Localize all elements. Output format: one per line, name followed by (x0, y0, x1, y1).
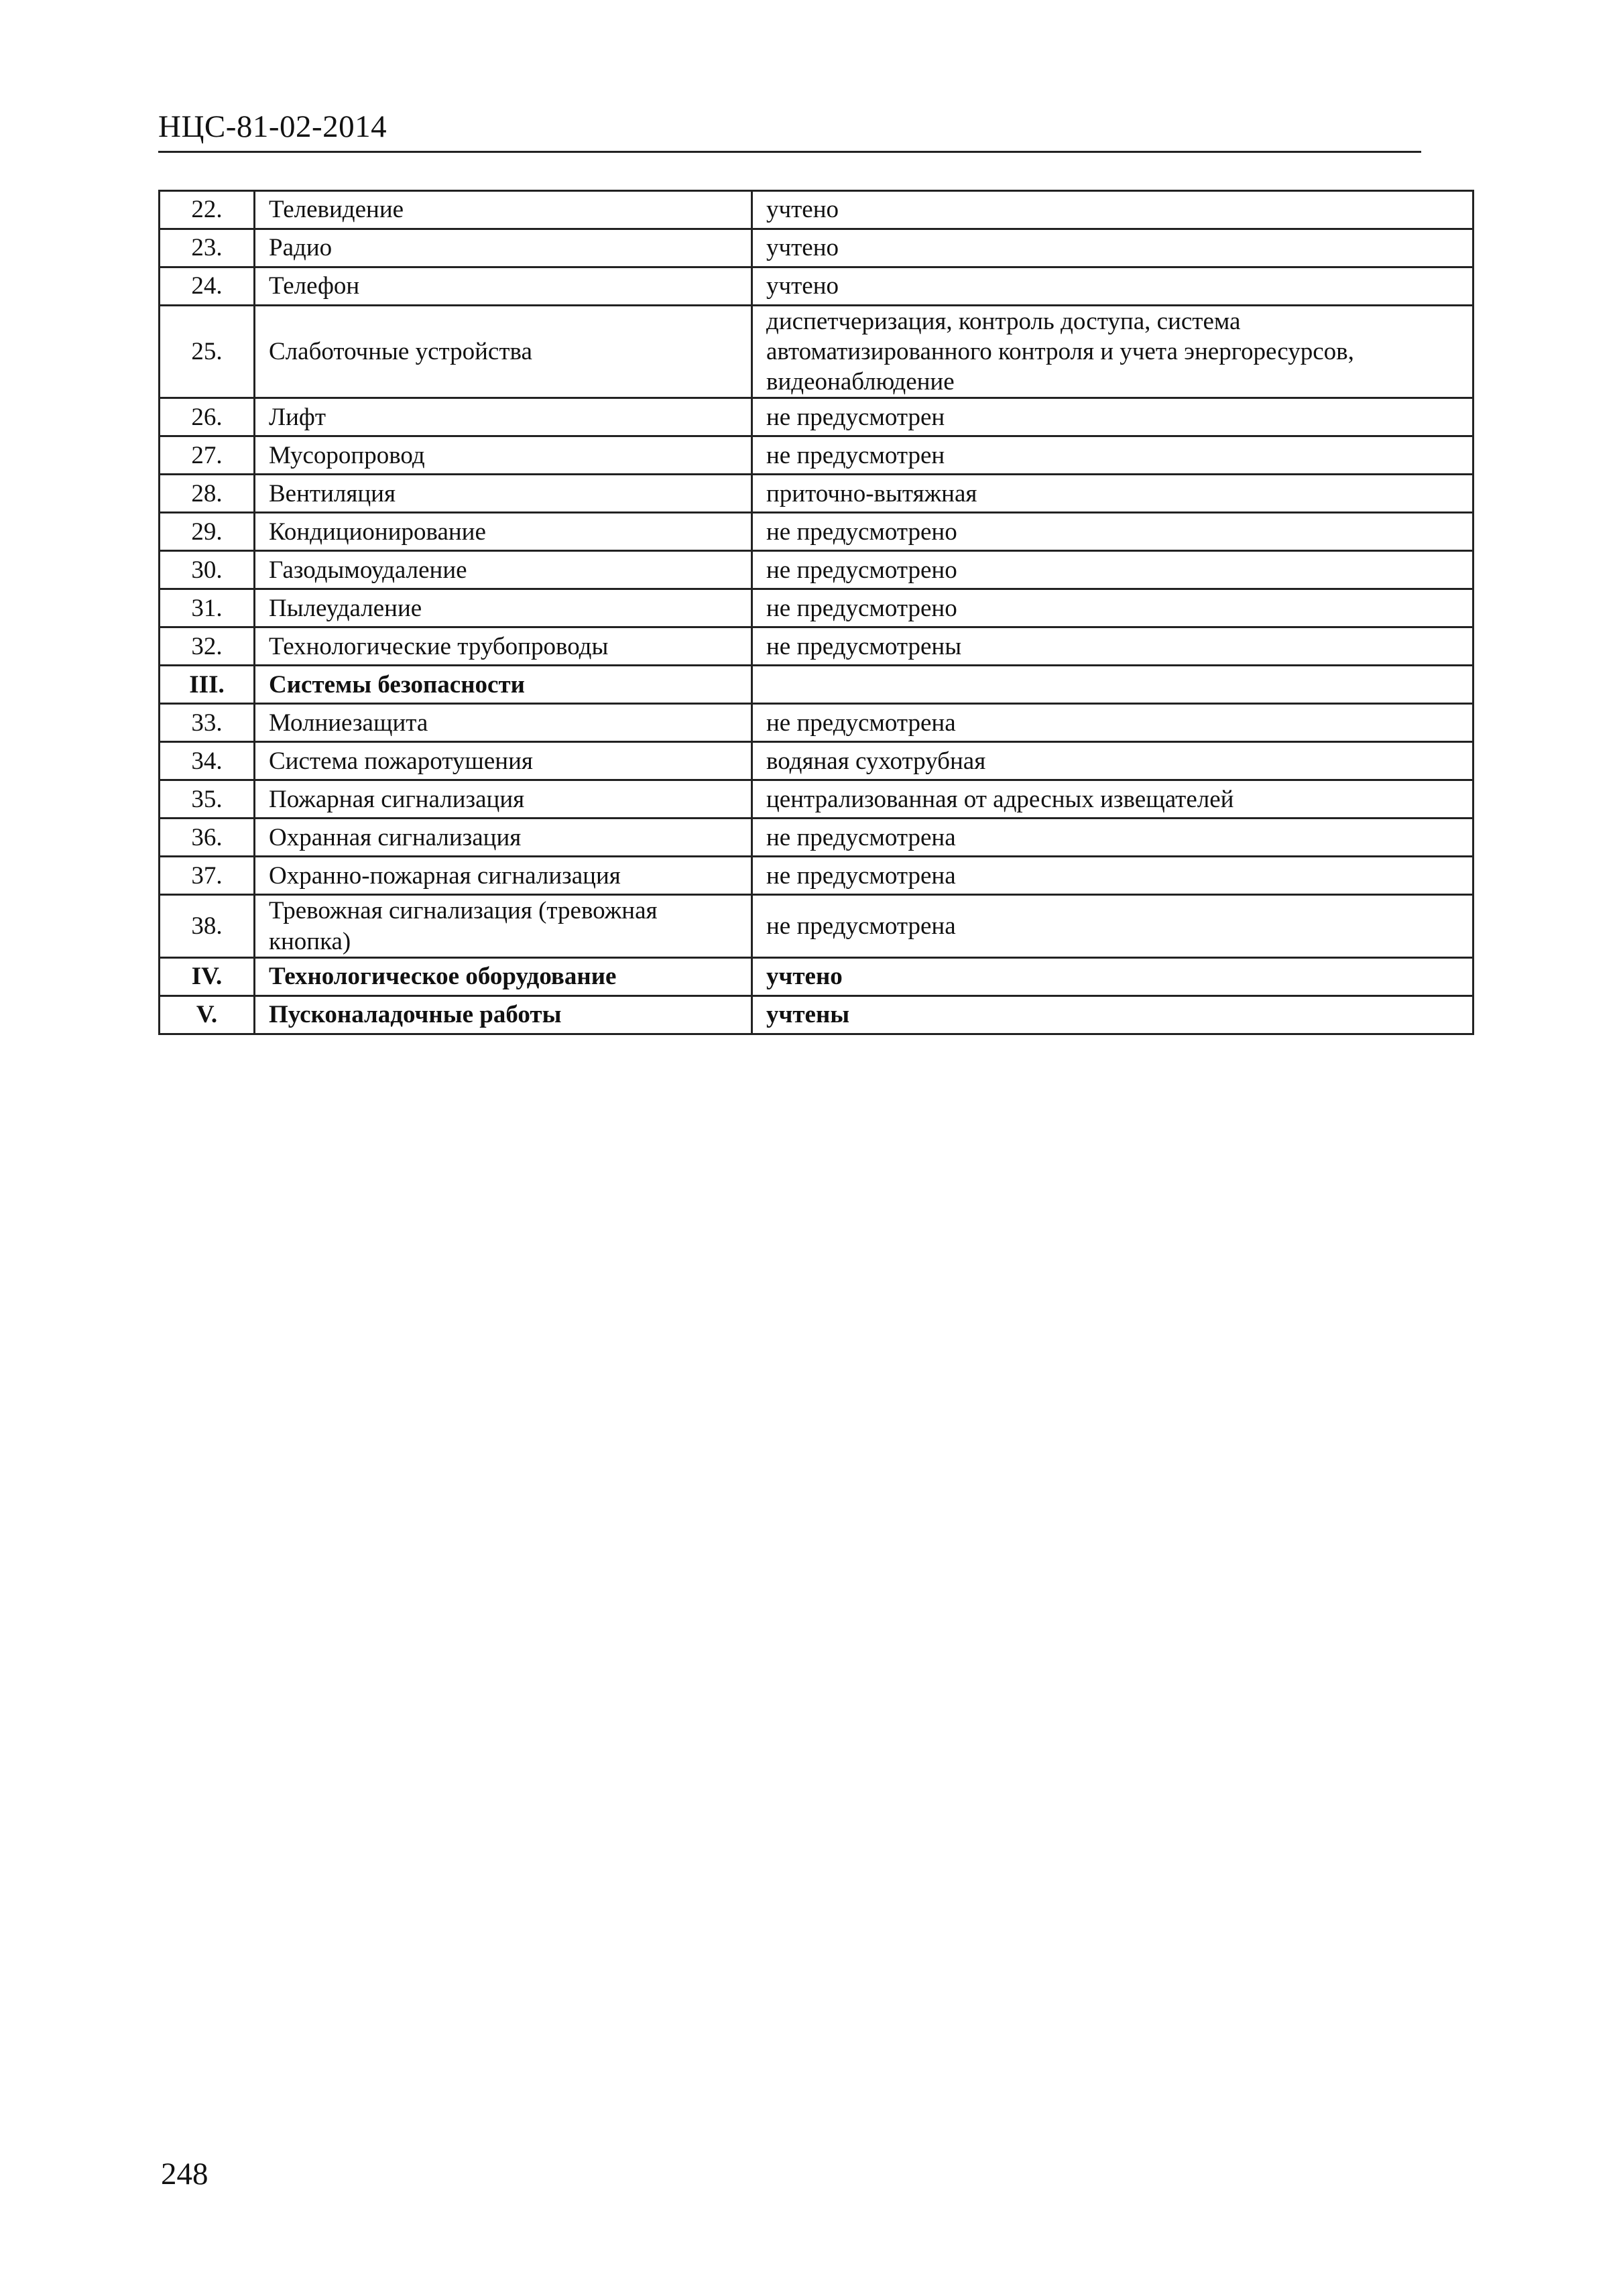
table-row (160, 819, 1474, 857)
table-row (160, 398, 1474, 436)
row-value: не предусмотрен (752, 398, 1474, 436)
row-name: Технологическое оборудование (255, 957, 752, 995)
row-name: Мусоропровод (255, 436, 752, 475)
row-name: Охранно-пожарная сигнализация (255, 857, 752, 895)
row-value: не предусмотрен (752, 436, 1474, 475)
page-number: 248 (161, 2157, 208, 2191)
row-name: Системы безопасности (255, 666, 752, 704)
row-name: Телевидение (255, 191, 752, 229)
row-value: не предусмотрена (752, 704, 1474, 742)
row-value: водяная сухотрубная (752, 742, 1474, 780)
row-name: Вентиляция (255, 475, 752, 513)
section-row (160, 957, 1474, 995)
row-name: Пожарная сигнализация (255, 780, 752, 819)
table-row (160, 229, 1474, 267)
row-value: учтены (752, 995, 1474, 1034)
row-number: IV. (160, 957, 255, 995)
row-number: 22. (160, 191, 255, 229)
row-number: 32. (160, 627, 255, 666)
row-name: Газодымоудаление (255, 551, 752, 589)
row-name: Охранная сигнализация (255, 819, 752, 857)
row-name: Лифт (255, 398, 752, 436)
table-row (160, 475, 1474, 513)
row-name: Радио (255, 229, 752, 267)
table-body (160, 191, 1474, 1034)
row-number: 23. (160, 229, 255, 267)
row-number: 28. (160, 475, 255, 513)
row-number: 25. (160, 306, 255, 398)
table-row (160, 551, 1474, 589)
row-value: приточно-вытяжная (752, 475, 1474, 513)
row-name: Система пожаротушения (255, 742, 752, 780)
document-code: НЦС-81-02-2014 (158, 109, 387, 144)
row-number: 24. (160, 267, 255, 306)
table-row (160, 627, 1474, 666)
row-number: III. (160, 666, 255, 704)
row-number: 34. (160, 742, 255, 780)
row-value: не предусмотрено (752, 589, 1474, 627)
table-row (160, 306, 1474, 398)
row-value: диспетчеризация, контроль доступа, система автоматизированного контроля и учета энергоресурсов, видеонаблюдение (752, 306, 1474, 398)
table-row (160, 589, 1474, 627)
row-value: не предусмотрена (752, 857, 1474, 895)
table-row (160, 191, 1474, 229)
row-name: Слаботочные устройства (255, 306, 752, 398)
row-value: учтено (752, 191, 1474, 229)
row-name: Молниезащита (255, 704, 752, 742)
row-value: не предусмотрены (752, 627, 1474, 666)
table-row (160, 267, 1474, 306)
table-row (160, 704, 1474, 742)
row-value: не предусмотрена (752, 895, 1474, 957)
row-name: Пылеудаление (255, 589, 752, 627)
table-row (160, 742, 1474, 780)
row-name: Тревожная сигнализация (тревожная кнопка) (255, 895, 752, 957)
row-value (752, 666, 1474, 704)
row-number: 38. (160, 895, 255, 957)
row-value: учтено (752, 229, 1474, 267)
row-number: V. (160, 995, 255, 1034)
row-number: 27. (160, 436, 255, 475)
row-value: учтено (752, 267, 1474, 306)
table-row (160, 513, 1474, 551)
table-row (160, 436, 1474, 475)
row-name: Кондиционирование (255, 513, 752, 551)
row-value: не предусмотрено (752, 513, 1474, 551)
table-row (160, 857, 1474, 895)
section-row (160, 995, 1474, 1034)
table-row (160, 780, 1474, 819)
row-name: Пусконаладочные работы (255, 995, 752, 1034)
section-row (160, 666, 1474, 704)
specification-table (158, 190, 1474, 1035)
row-value: не предусмотрено (752, 551, 1474, 589)
row-name: Технологические трубопроводы (255, 627, 752, 666)
table-row (160, 895, 1474, 957)
row-number: 29. (160, 513, 255, 551)
row-number: 37. (160, 857, 255, 895)
row-number: 30. (160, 551, 255, 589)
row-name: Телефон (255, 267, 752, 306)
row-value: централизованная от адресных извещателей (752, 780, 1474, 819)
header-rule (158, 151, 1421, 153)
row-value: не предусмотрена (752, 819, 1474, 857)
row-number: 35. (160, 780, 255, 819)
row-value: учтено (752, 957, 1474, 995)
row-number: 33. (160, 704, 255, 742)
row-number: 31. (160, 589, 255, 627)
row-number: 26. (160, 398, 255, 436)
row-number: 36. (160, 819, 255, 857)
